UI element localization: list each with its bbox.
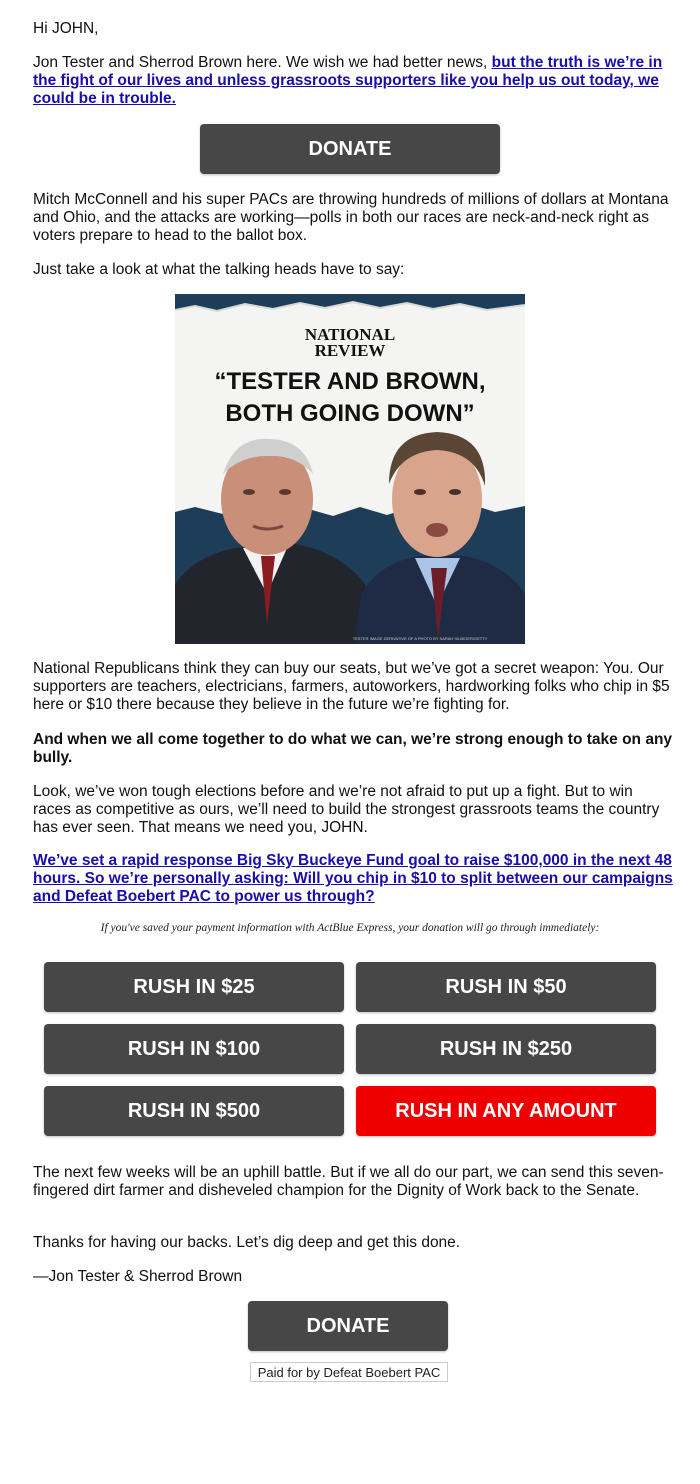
hero-image[interactable]: [175, 294, 525, 644]
hero-masthead-line2: REVIEW: [314, 341, 386, 360]
hero-headline-line1: “TESTER AND BROWN,: [214, 368, 486, 395]
hero-masthead-line1: NATIONAL: [304, 325, 396, 344]
secret-weapon-paragraph: National Republicans think they can buy our seats, but we’ve got a secret weapon: You. Our supporters are teachers, electricians, farmers, autoworkers, hardworking folks who chip in $5 here or $10 there because they believe in the future we’re fighting for.: [33, 660, 670, 713]
together-paragraph: And when we all come together to do what we can, we’re strong enough to take on any bully.: [33, 731, 673, 766]
paid-for-disclaimer: Paid for by Defeat Boebert PAC: [250, 1362, 448, 1382]
fund-link[interactable]: We’ve set a rapid response Big Sky Buckeye Fund goal to raise $100,000 in the next 48 hours. So we’re personally asking: Will you chip in $10 to split between our campaigns and Defeat Boebert PAC to power us through?: [33, 852, 673, 905]
rush-100-button[interactable]: RUSH IN $100: [44, 1024, 344, 1074]
hero-headline-line2: BOTH GOING DOWN”: [225, 400, 475, 427]
hero-photo-credit: TESTER IMAGE DERIVATIVE OF A PHOTO BY SARAH SILBIGER/GETTY: [352, 636, 488, 641]
donate-button-bottom[interactable]: DONATE: [248, 1301, 448, 1351]
rush-any-amount-button[interactable]: RUSH IN ANY AMOUNT: [356, 1086, 656, 1136]
rush-500-button[interactable]: RUSH IN $500: [44, 1086, 344, 1136]
rush-25-button[interactable]: RUSH IN $25: [44, 962, 344, 1012]
donate-button-top[interactable]: DONATE: [200, 124, 500, 174]
intro-paragraph: [33, 54, 673, 108]
rush-50-button[interactable]: RUSH IN $50: [356, 962, 656, 1012]
attacks-paragraph: Mitch McConnell and his super PACs are throwing hundreds of millions of dollars at Montana and Ohio, and the attacks are working—polls in both our races are neck-and-neck right as voters prepare to head to the ballot box.: [33, 191, 669, 244]
intro-text: Jon Tester and Sherrod Brown here. We wish we had better news,: [33, 54, 492, 71]
rush-250-button[interactable]: RUSH IN $250: [356, 1024, 656, 1074]
uphill-paragraph: The next few weeks will be an uphill battle. But if we all do our part, we can send this seven-fingered dirt farmer and disheveled champion for the Dignity of Work back to the Senate.: [33, 1164, 664, 1199]
greeting: Hi JOHN,: [33, 20, 99, 37]
actblue-express-note: If you've saved your payment information with ActBlue Express, your donation will go through immediately:: [100, 922, 600, 934]
fund-paragraph: [33, 852, 673, 906]
intro-link[interactable]: but the truth is we’re in the fight of our lives and unless grassroots supporters like you help us out today, we could be in trouble.: [33, 54, 663, 107]
signoff: —Jon Tester & Sherrod Brown: [33, 1268, 243, 1285]
hero-graphic: [175, 294, 525, 644]
talking-heads-paragraph: Just take a look at what the talking heads have to say:: [33, 261, 405, 278]
tough-elections-paragraph: Look, we’ve won tough elections before and we’re not afraid to put up a fight. But to win races as competitive as ours, we’ll need to build the strongest grassroots teams the country has ever seen. That means we need you, JOHN.: [33, 783, 660, 836]
thanks-paragraph: Thanks for having our backs. Let’s dig deep and get this done.: [33, 1234, 461, 1251]
